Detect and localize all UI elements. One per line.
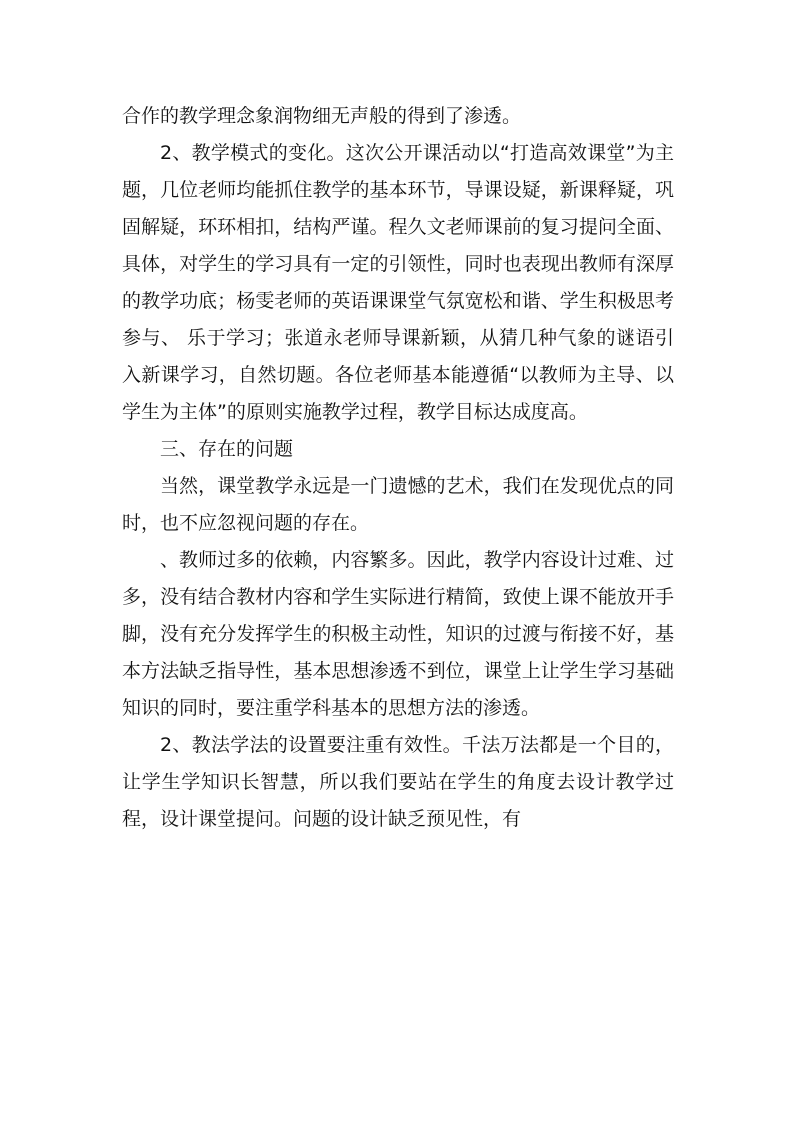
section-heading-problems: 三、存在的问题 [160,438,294,460]
paragraph-problem-2: 2、教法学法的设置要注重有效性。千法万法都是一个目的，让学生学知识长智慧，所以我们要站在学生的角度去设计教学过程，设计课堂提问。问题的设计缺乏预见性，有 [122,734,674,830]
paragraph-continuation: 合作的教学理念象润物细无声般的得到了渗透。 [122,105,522,127]
paragraph-problem-1: 、教师过多的依赖，内容繁多。因此，教学内容设计过难、过多，没有结合教材内容和学生实际进行精简，致使上课不能放开手脚，没有充分发挥学生的积极主动性，知识的过渡与衔接不好，基本方法缺乏指导性，基本思想渗透不到位，课堂上让学生学习基础知识的同时，要注重学科基本的思想方法的渗透。 [122,549,674,719]
paragraph-teaching-mode: 2、教学模式的变化。这次公开课活动以“打造高效课堂”为主题，几位老师均能抓住教学的基本环节，导课设疑，新课释疑，巩固解疑，环环相扣，结构严谨。程久文老师课前的复习提问全面、具体，对学生的学习具有一定的引领性，同时也表现出教师有深厚的教学功底；杨雯老师的英语课课堂气氛宽松和谐、学生积极思考参与、 乐于学习；张道永老师导课新颖，从猜几种气象的谜语引入新课学习，自然切题。各位老师基本能遵循“以教师为主导、以学生为主体”的原则实施教学过程，教学目标达成度高。 [122,142,674,423]
paragraph-problems-intro: 当然，课堂教学永远是一门遗憾的艺术，我们在发现优点的同时，也不应忽视问题的存在。 [122,475,674,534]
document-body [122,98,674,838]
